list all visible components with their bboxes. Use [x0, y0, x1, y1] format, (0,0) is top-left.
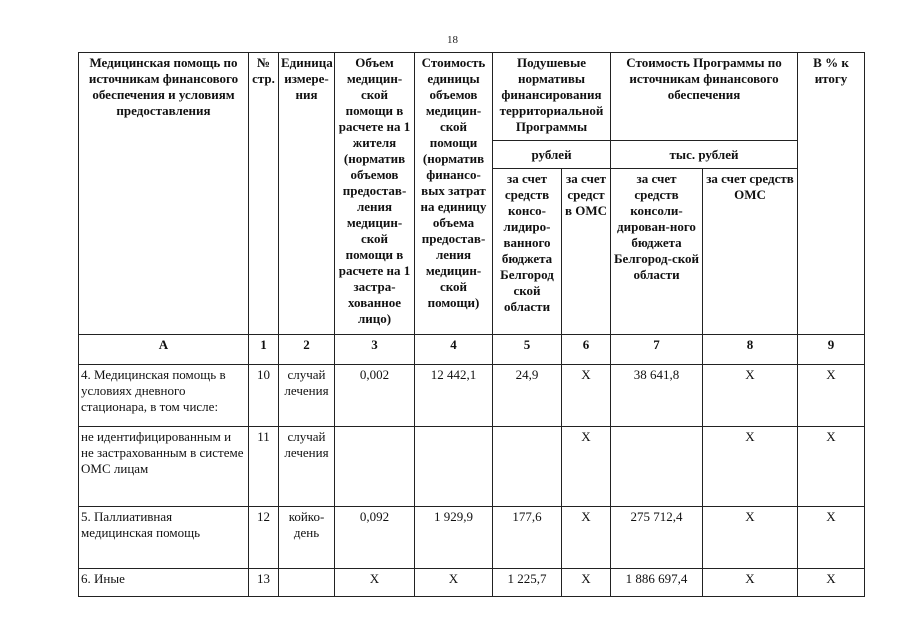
column-number: 3: [335, 335, 415, 365]
row-volume: Х: [335, 569, 415, 597]
row-unit: [279, 569, 335, 597]
header-rubles: рублей: [493, 141, 611, 169]
row-budget-per-capita: [493, 427, 562, 507]
header-budget-per-capita: за счет средств консо-лидиро-ванного бюджета Белгород ской области: [493, 169, 562, 335]
row-name: не идентифицированным и не застрахованным в системе ОМС лицам: [79, 427, 249, 507]
header-thousand-rubles: тыс. рублей: [611, 141, 798, 169]
row-budget-cost: 275 712,4: [611, 507, 703, 569]
row-unit-cost: Х: [415, 569, 493, 597]
program-cost-table: [78, 52, 865, 597]
column-number: 9: [798, 335, 865, 365]
row-oms-per-capita: Х: [562, 427, 611, 507]
header-program-cost: Стоимость Программы по источникам финансового обеспечения: [611, 53, 798, 141]
row-line: 12: [249, 507, 279, 569]
row-unit-cost: 12 442,1: [415, 365, 493, 427]
column-number: 5: [493, 335, 562, 365]
header-volume: Объем медицин-ской помощи в расчете на 1 жителя (норматив объемов предостав-ления медицин-ской помощи в расчете на 1 застра-хованное лицо): [335, 53, 415, 335]
row-name: 5. Паллиативная медицинская помощь: [79, 507, 249, 569]
table-row: [79, 507, 865, 569]
column-number: 4: [415, 335, 493, 365]
row-line: 13: [249, 569, 279, 597]
row-unit-cost: 1 929,9: [415, 507, 493, 569]
page-number: 18: [447, 34, 458, 46]
table-row: [79, 569, 865, 597]
row-oms-per-capita: Х: [562, 569, 611, 597]
row-oms-cost: Х: [703, 365, 798, 427]
row-oms-cost: Х: [703, 507, 798, 569]
column-number: 6: [562, 335, 611, 365]
row-unit: случай лечения: [279, 427, 335, 507]
header-oms-per-capita: за счет средст в ОМС: [562, 169, 611, 335]
row-unit: койко-день: [279, 507, 335, 569]
row-name: 6. Иные: [79, 569, 249, 597]
row-percent: Х: [798, 365, 865, 427]
header-unit-cost: Стоимость единицы объемов медицин-ской помощи (норматив финансо-вых затрат на единицу объема предостав-ления медицин-ской помощи): [415, 53, 493, 335]
column-number: 7: [611, 335, 703, 365]
row-percent: Х: [798, 569, 865, 597]
row-oms-cost: Х: [703, 427, 798, 507]
row-percent: Х: [798, 427, 865, 507]
header-source: Медицинская помощь по источникам финансового обеспечения и условиям предоставления: [79, 53, 249, 335]
row-line: 11: [249, 427, 279, 507]
header-line-no: № стр.: [249, 53, 279, 335]
header-oms-cost: за счет средств ОМС: [703, 169, 798, 335]
row-oms-per-capita: Х: [562, 365, 611, 427]
header-unit: Единица измере-ния: [279, 53, 335, 335]
header-percent: В % к итогу: [798, 53, 865, 335]
row-line: 10: [249, 365, 279, 427]
column-number: 2: [279, 335, 335, 365]
header-per-capita: Подушевые нормативы финансирования территориальной Программы: [493, 53, 611, 141]
row-percent: Х: [798, 507, 865, 569]
table-row: [79, 365, 865, 427]
column-number: 8: [703, 335, 798, 365]
row-budget-cost: [611, 427, 703, 507]
row-budget-per-capita: 177,6: [493, 507, 562, 569]
row-volume: [335, 427, 415, 507]
table-row: [79, 427, 865, 507]
row-oms-cost: Х: [703, 569, 798, 597]
row-budget-cost: 38 641,8: [611, 365, 703, 427]
row-volume: 0,002: [335, 365, 415, 427]
row-unit-cost: [415, 427, 493, 507]
row-volume: 0,092: [335, 507, 415, 569]
row-oms-per-capita: Х: [562, 507, 611, 569]
row-unit: случай лечения: [279, 365, 335, 427]
header-budget-cost: за счет средств консоли-дирован-ного бюджета Белгород-ской области: [611, 169, 703, 335]
row-budget-cost: 1 886 697,4: [611, 569, 703, 597]
column-number: 1: [249, 335, 279, 365]
column-number: А: [79, 335, 249, 365]
row-budget-per-capita: 1 225,7: [493, 569, 562, 597]
row-budget-per-capita: 24,9: [493, 365, 562, 427]
row-name: 4. Медицинская помощь в условиях дневного стационара, в том числе:: [79, 365, 249, 427]
